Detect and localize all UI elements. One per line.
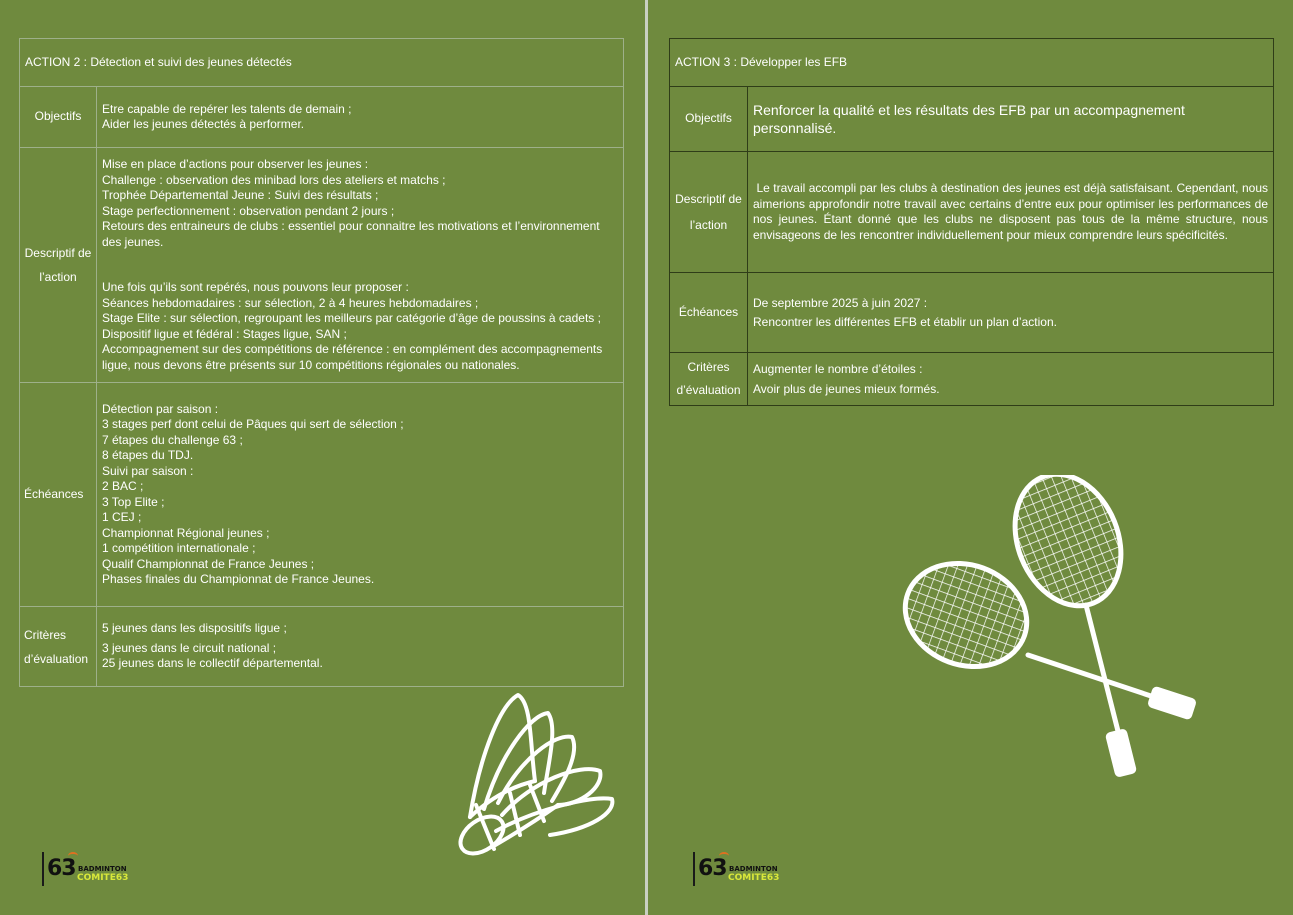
text-line: Retours des entraineurs de clubs : essentiel pour connaitre les motivations et l’environnement: [102, 219, 600, 233]
objectifs-content: Renforcer la qualité et les résultats des EFB par un accompagnement personnalisé.: [748, 87, 1274, 152]
objectifs-content: [97, 87, 624, 148]
logo-line1: BADMINTON: [78, 865, 127, 873]
text-line: 7 étapes du challenge 63 ;: [102, 432, 243, 447]
label-line: Descriptif de: [24, 246, 92, 260]
text-line: Suivi par saison :: [102, 463, 194, 478]
logo-number: 63: [47, 856, 76, 881]
text-line: Rencontrer les différentes EFB et établir un plan d’action.: [753, 314, 1057, 329]
text-line: Accompagnement sur des compétitions de référence : en complément des accompagnements: [102, 342, 603, 356]
criteres-content: [748, 353, 1274, 406]
shuttlecock-icon: [440, 685, 625, 870]
text-line: 5 jeunes dans les dispositifs ligue ;: [102, 621, 287, 636]
logo-number: 63: [698, 856, 727, 881]
descriptif-label: [670, 152, 748, 273]
text-line: Dispositif ligue et fédéral : Stages ligue, SAN ;: [102, 326, 347, 341]
text-line: Augmenter le nombre d’étoiles :: [753, 362, 923, 376]
text-line: Mise en place d’actions pour observer les jeunes :: [102, 157, 369, 171]
criteres-content: [97, 607, 624, 687]
label-line: d’évaluation: [24, 651, 89, 666]
logo-line1: BADMINTON: [729, 865, 778, 873]
left-page: [0, 0, 645, 915]
text-line: Challenge : observation des minibad lors des ateliers et matchs ;: [102, 172, 446, 187]
objectifs-label: Objectifs: [670, 87, 748, 152]
text-line: 8 étapes du TDJ.: [102, 448, 194, 462]
text-line: Une fois qu’ils sont repérés, nous pouvons leur proposer :: [102, 280, 409, 294]
descriptif-label: [20, 148, 97, 383]
action-3-title: ACTION 3 : Développer les EFB: [670, 39, 1274, 87]
right-page: [648, 0, 1293, 915]
echeances-label: Échéances: [670, 273, 748, 353]
descriptif-content: [97, 148, 624, 383]
text-line: Avoir plus de jeunes mieux formés.: [753, 382, 940, 396]
criteres-label: [670, 353, 748, 406]
text-line: 1 compétition internationale ;: [102, 541, 256, 555]
label-line: l’action: [39, 270, 77, 284]
label-line: Critères: [24, 627, 67, 642]
text-line: 25 jeunes dans le collectif départemental.: [102, 656, 323, 671]
logo-line2: COMITE63: [77, 873, 129, 883]
label-line: Descriptif de: [675, 192, 742, 206]
echeances-content: [748, 273, 1274, 353]
text-line: 3 Top Elite ;: [102, 494, 165, 509]
text-line: Championnat Régional jeunes ;: [102, 525, 270, 540]
label-line: d’évaluation: [676, 383, 741, 397]
text-line: 3 stages perf dont celui de Pâques qui sert de sélection ;: [102, 417, 404, 431]
text-line: ligue, nous devons être présents sur 10 compétitions régionales ou nationales.: [102, 357, 520, 372]
text-line: des jeunes.: [102, 234, 164, 249]
comite63-logo: [693, 852, 793, 888]
criteres-label: [20, 607, 97, 687]
crossed-rackets-icon: [896, 475, 1201, 785]
text-line: Détection par saison :: [102, 401, 219, 416]
text-line: Phases finales du Championnat de France Jeunes.: [102, 572, 375, 586]
text-line: Etre capable de repérer les talents de demain ;: [102, 101, 352, 116]
text-line: Séances hebdomadaires : sur sélection, 2 à 4 heures hebdomadaires ;: [102, 295, 479, 310]
comite63-logo: [42, 852, 142, 888]
descriptif-content: Le travail accompli par les clubs à destination des jeunes est déjà satisfaisant. Cependant, nous aimerions approfondir notre travail avec certains d’entre eux pour optimiser les performances de nos jeunes. Étant donné que les clubs ne disposent pas tous de la même structure, nous envisageons de les rencontrer individuellement pour mieux comprendre leurs spécificités.: [748, 152, 1274, 273]
label-line: l’action: [689, 218, 728, 232]
objectifs-label: Objectifs: [20, 87, 97, 148]
action-2-title: ACTION 2 : Détection et suivi des jeunes détectés: [20, 39, 624, 87]
echeances-label: Échéances: [20, 383, 97, 607]
text-line: Aider les jeunes détectés à performer.: [102, 117, 305, 131]
action-3-table: [669, 38, 1274, 406]
text-line: 2 BAC ;: [102, 479, 144, 493]
text-line: Stage perfectionnement : observation pendant 2 jours ;: [102, 203, 395, 218]
text-line: Qualif Championnat de France Jeunes ;: [102, 556, 315, 571]
logo-line2: COMITE63: [728, 873, 780, 883]
text-line: Stage Elite : sur sélection, regroupant les meilleurs par catégorie d’âge de poussins à cadets ;: [102, 311, 601, 325]
action-2-table: [19, 38, 624, 687]
text-line: Trophée Départemental Jeune : Suivi des résultats ;: [102, 188, 379, 202]
text-line: De septembre 2025 à juin 2027 :: [753, 295, 928, 310]
echeances-content: [97, 383, 624, 607]
label-line: Critères: [687, 360, 730, 374]
text-line: 3 jeunes dans le circuit national ;: [102, 640, 277, 655]
text-line: 1 CEJ ;: [102, 510, 142, 524]
